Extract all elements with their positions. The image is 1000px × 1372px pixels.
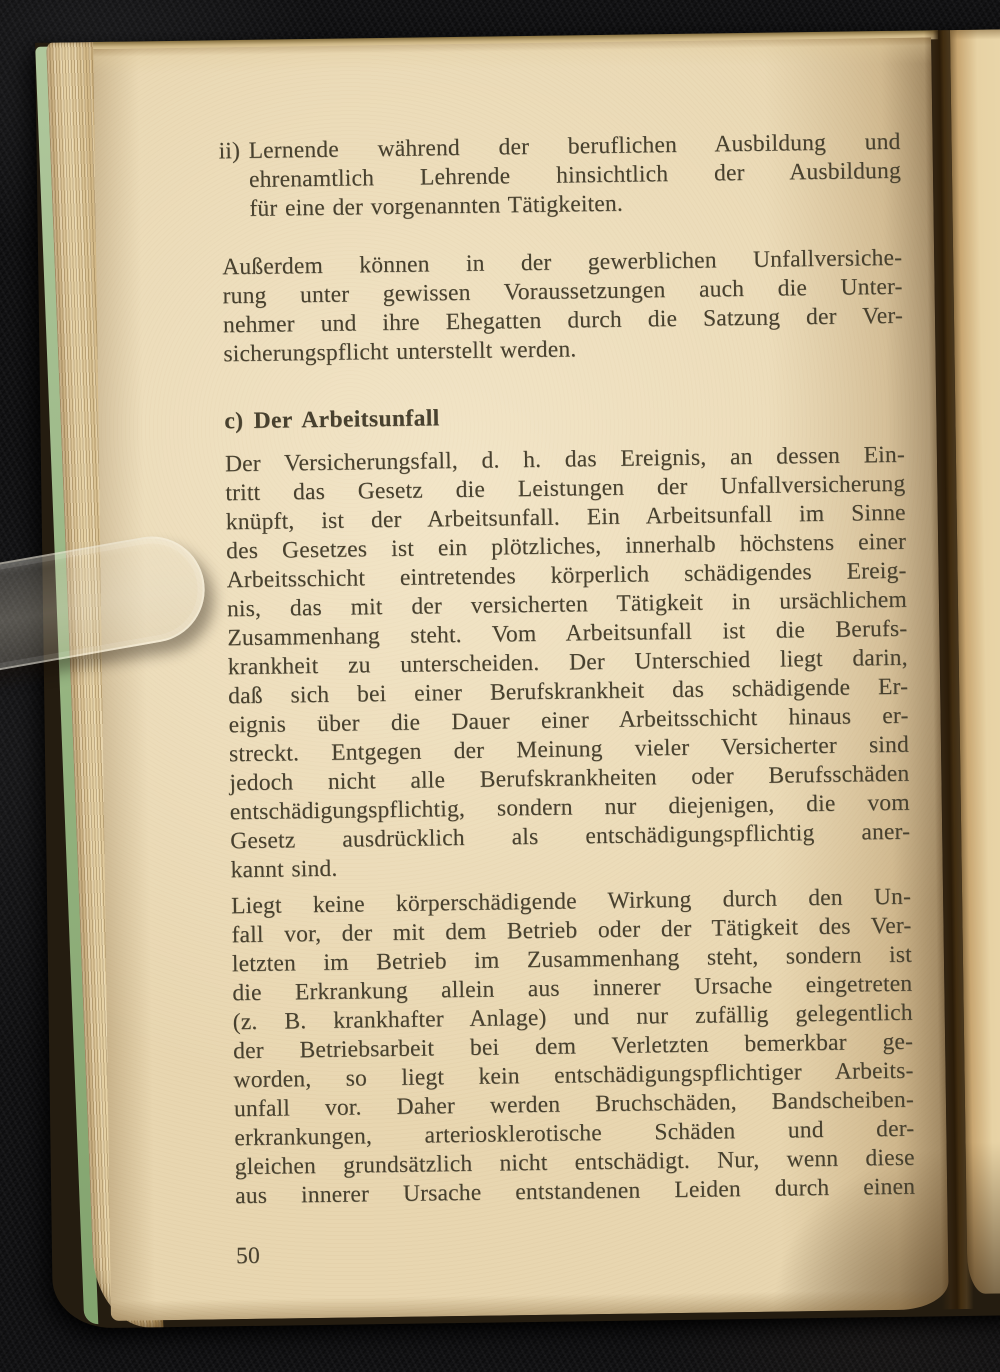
paragraph [225,441,911,885]
paragraph [222,244,904,369]
page-text [220,128,916,1297]
text-line: ehrenamtlich Lehrende hinsichtlich der Ausbildung [248,157,902,193]
text-line: streckt. Entgegen der Meinung vieler Versicherter sind [228,731,910,768]
paragraph [231,883,915,1211]
text-line: des Gesetzes ist ein plötzliches, innerhalb höchstens einer [226,528,907,565]
text-line: erkrankungen, arteriosklerotische Schäden und der- [234,1115,915,1152]
text-line: sicherungspflicht unterstellt werden. [223,336,577,368]
text-line: Liegt keine körperschädigende Wirkung durch den Un- [230,883,912,920]
text-line: aus innerer Ursache entstandenen Leiden durch einen [235,1173,916,1210]
book-page [93,37,949,1321]
text-line: die Erkrankung allein aus innerer Ursache eingetreten [232,970,913,1007]
text-line: fall vor, der mit dem Betrieb oder der Tätigkeit des Ver- [231,912,912,949]
text-line: jedoch nicht alle Berufskrankheiten oder Berufsschäden [229,760,910,797]
text-line: Der Versicherungsfall, d. h. das Ereignis, an dessen Ein- [224,441,906,478]
list-item-ii [220,128,901,224]
text-line: für eine der vorgenannten Tätigkeiten. [249,190,624,222]
text-line: Zusammenhang steht. Vom Arbeitsunfall ist die Berufs- [227,615,908,652]
text-line: kannt sind. [230,855,338,884]
section-heading: c) Der Arbeitsunfall [224,405,440,435]
text-line: nis, das mit der versicherten Tätigkeit in ursächlichem [226,586,908,623]
text-line: nehmer und ihre Ehegatten durch die Satzung der Ver- [222,302,904,339]
text-line: der Betriebsarbeit bei dem Verletzten bemerkbar ge- [232,1028,914,1065]
text-line: Arbeitsschicht eintretendes körperlich schädigendes Ereig- [226,557,907,594]
text-line: tritt das Gesetz die Leistungen der Unfallversicherung [225,470,906,507]
text-line: eignis über die Dauer einer Arbeitsschicht hinaus er- [228,702,909,739]
text-line: worden, so liegt kein entschädigungspflichtiger Arbeits- [233,1057,914,1094]
text-line: (z. B. krankhafter Anlage) und nur zufällig gelegentlich [232,999,913,1036]
text-line: Außerdem können in der gewerblichen Unfallversiche- [222,244,903,281]
text-line: daß sich bei einer Berufskrankheit das schädigende Er- [228,673,909,710]
text-line: gleichen grundsätzlich nicht entschädigt. Nur, wenn diese [234,1144,915,1181]
text-line: entschädigungspflichtig, sondern nur diejenigen, die vom [229,789,910,826]
text-line: rung unter gewissen Voraussetzungen auch die Unter- [222,273,903,310]
text-line: krankheit zu unterscheiden. Der Unterschied liegt darin, [227,644,908,681]
list-item-lines [248,128,901,224]
text-line: knüpft, ist der Arbeitsunfall. Ein Arbeitsunfall im Sinne [225,499,906,536]
book [35,29,1000,1328]
list-marker: ii) [218,138,241,165]
text-line: unfall vor. Daher werden Bruchschäden, Bandscheiben- [233,1086,915,1123]
text-line: letzten im Betrieb im Zusammenhang steht, sondern ist [231,941,913,978]
text-line: Lernende während der beruflichen Ausbildung und [248,128,901,164]
page-number: 50 [235,1242,261,1270]
text-line: Gesetz ausdrücklich als entschädigungspflichtig aner- [230,818,911,855]
